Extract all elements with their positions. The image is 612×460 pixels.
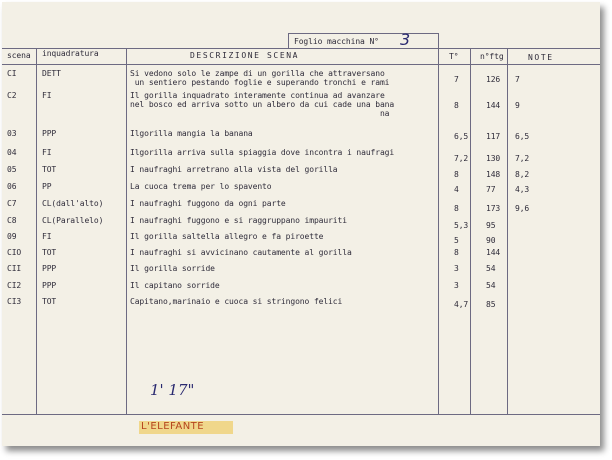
- row-description-line: na: [130, 109, 390, 118]
- row-inquadratura: FI: [42, 91, 52, 100]
- col-divider-5: [507, 48, 508, 414]
- col-divider-3: [438, 48, 439, 414]
- row-note: 7: [515, 75, 520, 84]
- header-nfotg: n°ftg: [480, 52, 504, 61]
- row-inquadratura: PPP: [42, 264, 57, 273]
- row-scena: CI: [7, 69, 17, 78]
- row-t: 7,2: [454, 154, 469, 163]
- row-t: 8: [454, 101, 459, 110]
- row-description-line: I naufraghi arretrano alla vista del gorilla: [130, 165, 338, 174]
- row-description-line: I naufraghi fuggono da ogni parte: [130, 199, 286, 208]
- row-nfotg: 130: [486, 154, 501, 163]
- row-t: 5: [454, 236, 459, 245]
- row-inquadratura: CL(Parallelo): [42, 216, 104, 225]
- row-scena: 05: [7, 165, 17, 174]
- row-nfotg: 54: [486, 264, 496, 273]
- row-nfotg: 144: [486, 101, 501, 110]
- row-t: 4: [454, 185, 459, 194]
- row-t: 6,5: [454, 132, 469, 141]
- row-t: 4,7: [454, 300, 469, 309]
- row-inquadratura: PPP: [42, 281, 57, 290]
- row-inquadratura: PP: [42, 182, 52, 191]
- foglio-box-top: [288, 33, 438, 34]
- row-description-line: Il capitano sorride: [130, 281, 220, 290]
- foglio-box-left: [288, 33, 289, 48]
- row-scena: CIO: [7, 248, 22, 257]
- row-description-line: un sentiero pestando foglie e superando tronchi e rami: [130, 78, 390, 87]
- foglio-number: 3: [400, 30, 411, 49]
- header-rule: [2, 64, 600, 65]
- row-t: 8: [454, 204, 459, 213]
- row-nfotg: 117: [486, 132, 501, 141]
- row-note: 9: [515, 101, 520, 110]
- col-divider-4: [470, 48, 471, 414]
- row-description-line: Ilgorilla mangia la banana: [130, 129, 253, 138]
- row-description-line: La cuoca trema per lo spavento: [130, 182, 272, 191]
- row-inquadratura: TOT: [42, 165, 57, 174]
- stamp-label: L'ELEFANTE: [141, 421, 205, 432]
- row-t: 7: [454, 75, 459, 84]
- row-t: 8: [454, 248, 459, 257]
- header-inquadratura: inquadratura: [42, 49, 99, 58]
- row-note: 4,3: [515, 185, 530, 194]
- row-scena: CI2: [7, 281, 22, 290]
- row-description-line: I naufraghi fuggono e si raggruppano impauriti: [130, 216, 347, 225]
- foglio-label: Foglio macchina N°: [294, 37, 379, 46]
- header-scena: scena: [7, 51, 31, 60]
- row-scena: 06: [7, 182, 17, 191]
- row-nfotg: 144: [486, 248, 501, 257]
- header-descrizione: DESCRIZIONE SCENA: [190, 51, 300, 60]
- row-t: 3: [454, 264, 459, 273]
- row-description-line: Si vedono solo le zampe di un gorilla che attraversano: [130, 69, 385, 78]
- row-nfotg: 90: [486, 236, 496, 245]
- row-inquadratura: DETT: [42, 69, 61, 78]
- row-inquadratura: FI: [42, 232, 52, 241]
- col-divider-2: [126, 48, 127, 414]
- row-nfotg: 95: [486, 221, 496, 230]
- row-nfotg: 77: [486, 185, 496, 194]
- row-nfotg: 173: [486, 204, 501, 213]
- row-description-line: Il gorilla inquadrato interamente continua ad avanzare: [130, 91, 385, 100]
- col-divider-1: [36, 48, 37, 414]
- header-t: T°: [449, 52, 459, 61]
- row-description-line: Capitano,marinaio e cuoca si stringono felici: [130, 297, 343, 306]
- row-inquadratura: TOT: [42, 248, 57, 257]
- row-note: 7,2: [515, 154, 530, 163]
- row-description-line: I naufraghi si avvicinano cautamente al gorilla: [130, 248, 352, 257]
- row-description-line: Il gorilla sorride: [130, 264, 215, 273]
- row-description-line: Ilgorilla arriva sulla spiaggia dove incontra i naufragi: [130, 148, 395, 157]
- row-nfotg: 85: [486, 300, 496, 309]
- row-t: 3: [454, 281, 459, 290]
- header-note: NOTE: [528, 53, 554, 62]
- row-scena: CII: [7, 264, 22, 273]
- handwritten-total: 1' 17": [150, 381, 195, 399]
- row-t: 5,3: [454, 221, 469, 230]
- row-nfotg: 148: [486, 170, 501, 179]
- row-scena: 04: [7, 148, 17, 157]
- row-description-line: nel bosco ed arriva sotto un albero da cui cade una bana: [130, 100, 395, 109]
- row-note: 6,5: [515, 132, 530, 141]
- row-inquadratura: CL(dall'alto): [42, 199, 104, 208]
- document-sheet: [2, 2, 600, 446]
- row-nfotg: 126: [486, 75, 501, 84]
- row-scena: 09: [7, 232, 17, 241]
- row-scena: C7: [7, 199, 17, 208]
- row-inquadratura: TOT: [42, 297, 57, 306]
- row-note: 8,2: [515, 170, 530, 179]
- row-scena: 03: [7, 129, 17, 138]
- row-t: 8: [454, 170, 459, 179]
- row-inquadratura: PPP: [42, 129, 57, 138]
- row-inquadratura: FI: [42, 148, 52, 157]
- row-description-line: Il gorilla saltella allegro e fa piroette: [130, 232, 324, 241]
- bottom-rule: [2, 414, 600, 415]
- row-scena: C2: [7, 91, 17, 100]
- row-note: 9,6: [515, 204, 530, 213]
- row-nfotg: 54: [486, 281, 496, 290]
- row-scena: CI3: [7, 297, 22, 306]
- row-scena: C8: [7, 216, 17, 225]
- foglio-box-right: [438, 33, 439, 48]
